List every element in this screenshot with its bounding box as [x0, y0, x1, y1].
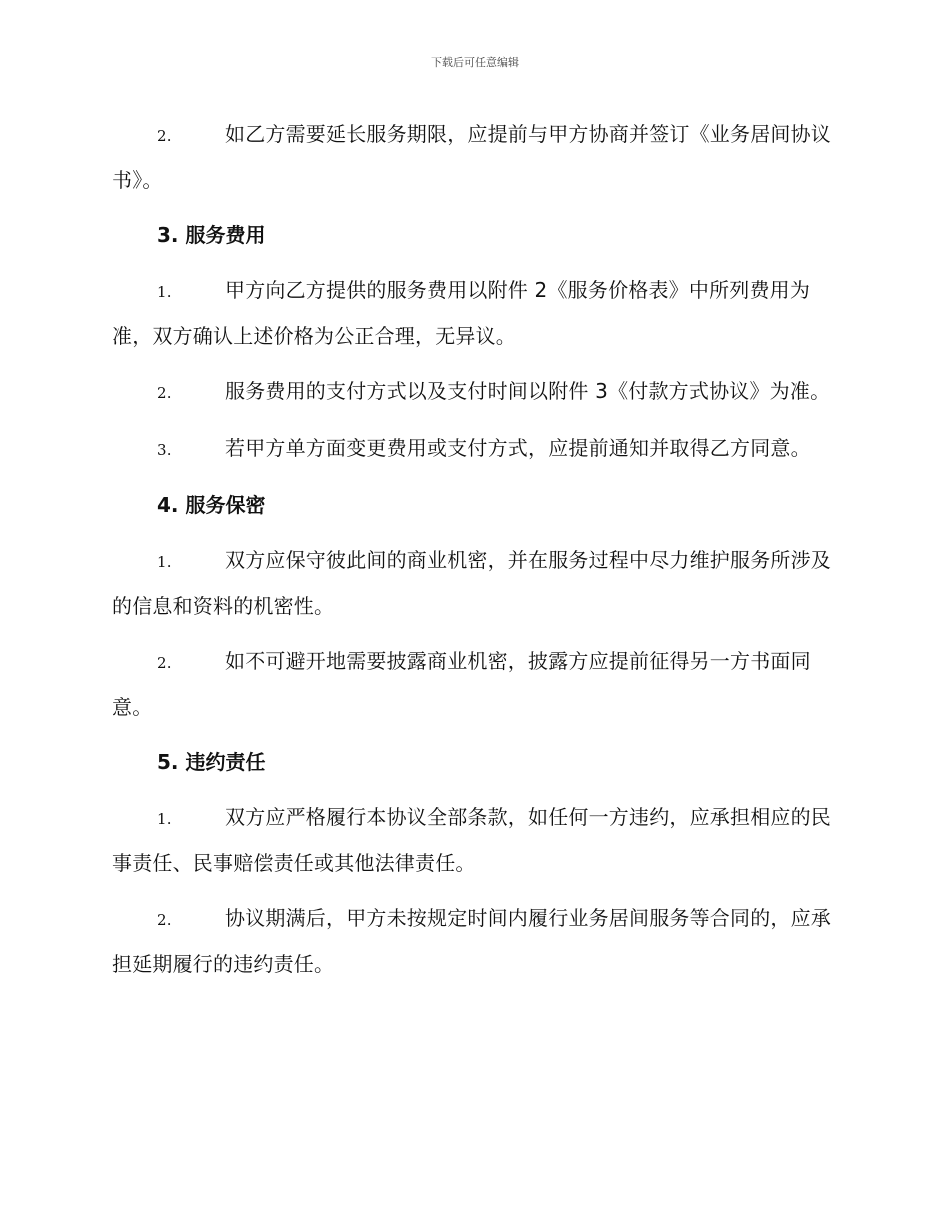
clause-number: 2.: [157, 384, 172, 402]
clause-number: 2.: [157, 127, 172, 145]
section-heading-liability: 5. 违约责任: [157, 750, 266, 774]
section-heading-confidentiality: 4. 服务保密: [157, 493, 266, 517]
clause-3-2: [112, 369, 836, 415]
clause-number: 1.: [157, 283, 172, 301]
clause-2-2: [112, 112, 836, 202]
clause-text: 双方应保守彼此间的商业机密，并在服务过程中尽力维护服务所涉及的信息和资料的机密性。: [112, 548, 831, 618]
clause-number: 3.: [157, 441, 172, 459]
clause-number: 2.: [157, 654, 172, 672]
clause-3-3: [112, 426, 836, 472]
section-heading-fees: 3. 服务费用: [157, 223, 266, 247]
clause-5-1: [112, 795, 836, 885]
clause-text: 双方应严格履行本协议全部条款，如任何一方违约，应承担相应的民事责任、民事赔偿责任或其他法律责任。: [112, 805, 831, 875]
page-header: 下载后可任意编辑: [431, 56, 519, 69]
clause-text: 如不可避开地需要披露商业机密，披露方应提前征得另一方书面同意。: [112, 649, 811, 719]
document-body: [112, 112, 836, 997]
clause-text: 若甲方单方面变更费用或支付方式，应提前通知并取得乙方同意。: [225, 436, 811, 460]
clause-text: 甲方向乙方提供的服务费用以附件 2《服务价格表》中所列费用为准，双方确认上述价格为公正合理，无异议。: [112, 278, 811, 348]
clause-text: 服务费用的支付方式以及支付时间以附件 3《付款方式协议》为准。: [225, 379, 831, 403]
clause-text: 如乙方需要延长服务期限，应提前与甲方协商并签订《业务居间协议书》。: [112, 122, 831, 192]
clause-4-1: [112, 538, 836, 628]
clause-number: 1.: [157, 553, 172, 571]
clause-number: 2.: [157, 911, 172, 929]
clause-number: 1.: [157, 810, 172, 828]
clause-4-2: [112, 639, 836, 729]
clause-3-1: [112, 268, 836, 358]
clause-5-2: [112, 896, 836, 986]
clause-text: 协议期满后，甲方未按规定时间内履行业务居间服务等合同的，应承担延期履行的违约责任。: [112, 906, 831, 976]
